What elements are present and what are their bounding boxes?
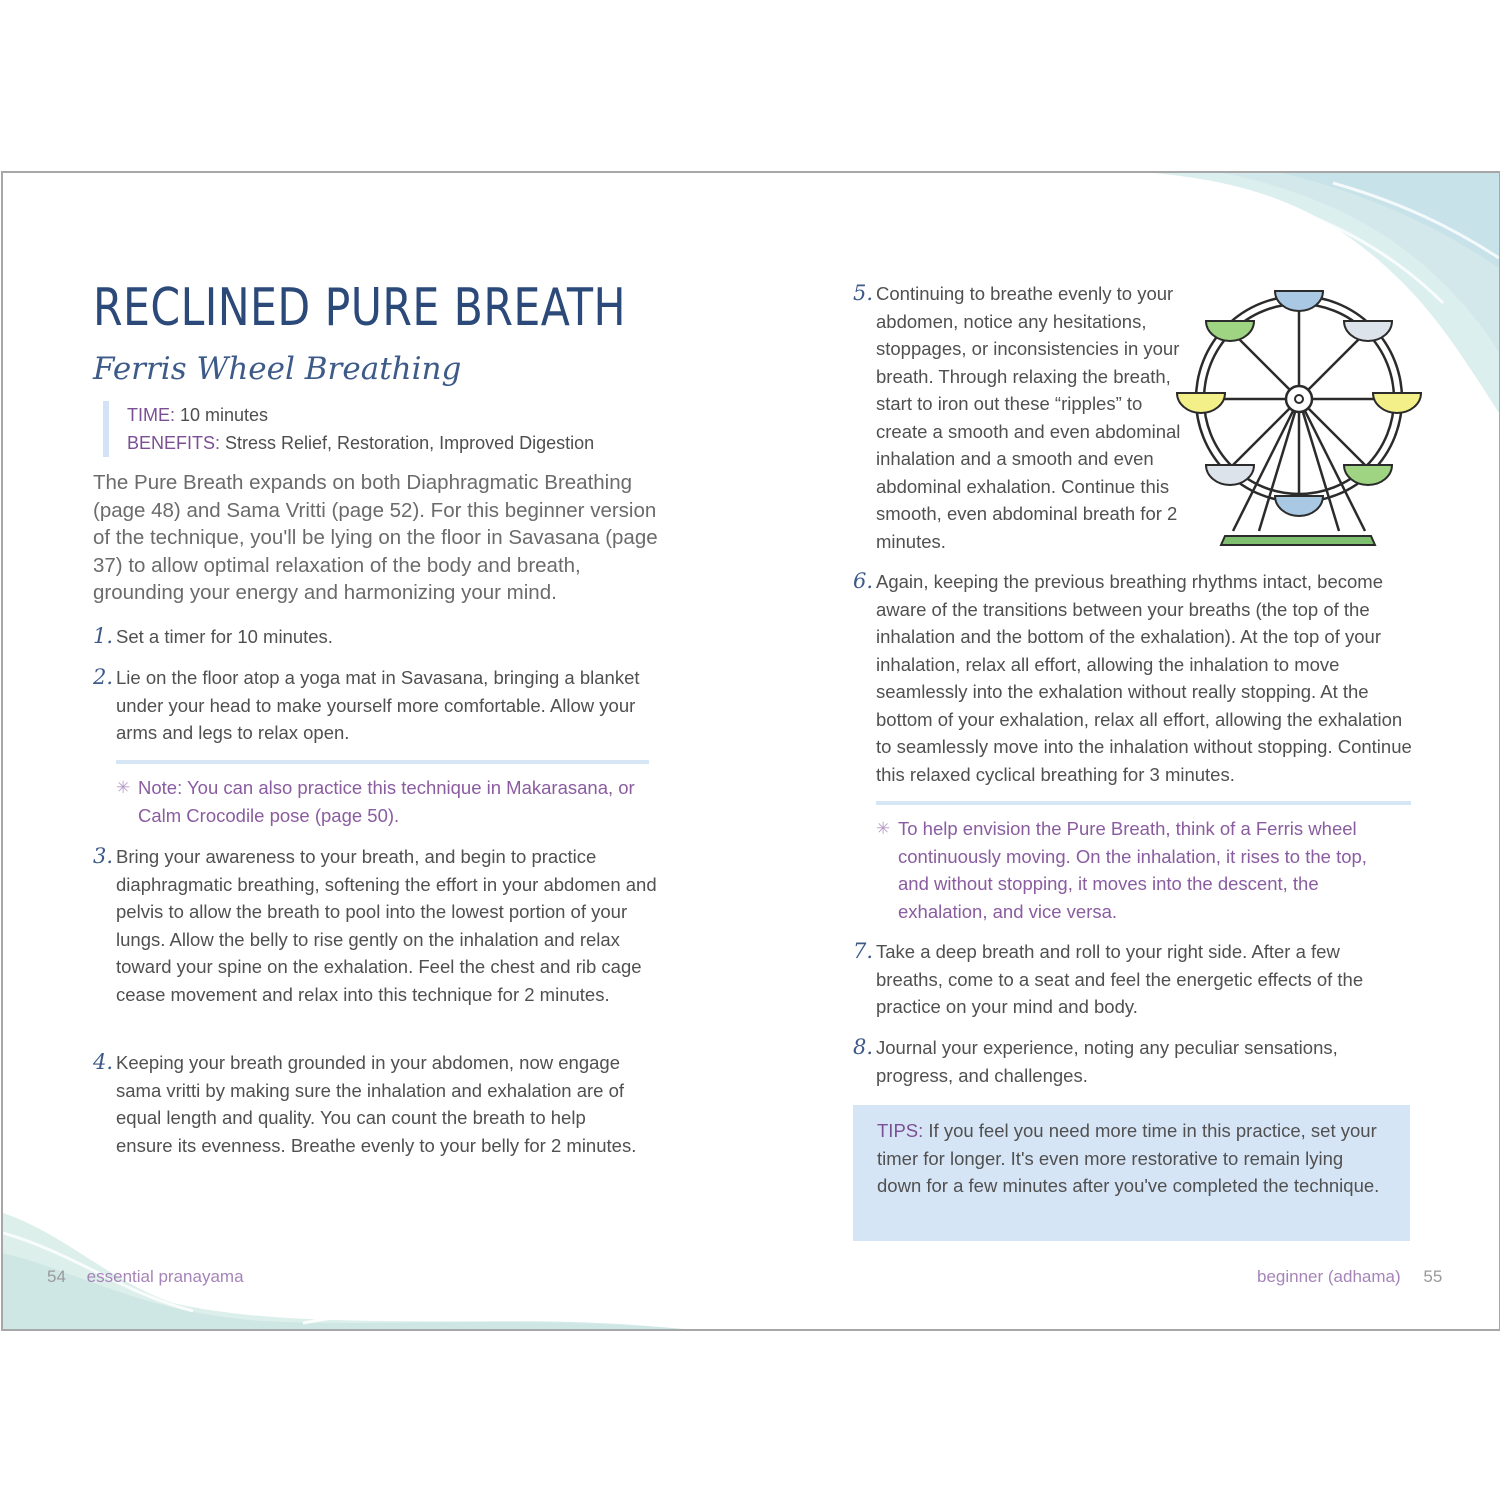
- bottom-left-wave-decoration: [3, 1193, 683, 1329]
- intro-paragraph: The Pure Breath expands on both Diaphragmatic Breathing (page 48) and Sama Vritti (page 52). For this beginner version of the technique, you'll be lying on the floor in Savasana (page 37) to allow optimal relaxation of the body and breath, grounding your energy and harmonizing your mind.: [93, 471, 658, 604]
- right-page-number: 55: [1423, 1267, 1443, 1286]
- ferris-wheel-illustration: [1163, 281, 1435, 551]
- benefits-value: Stress Relief, Restoration, Improved Digestion: [220, 433, 595, 453]
- step-number: 3.: [93, 844, 114, 868]
- step-number: 2.: [93, 665, 114, 689]
- left-running-title: essential pranayama: [86, 1267, 244, 1286]
- step-text: Keeping your breath grounded in your abdomen, now engage sama vritti by making sure the inhalation and exhalation are of equal length and quality. You can count the breath to help ensure its evenness. Breathe evenly to your belly for 2 minutes.: [116, 1052, 637, 1156]
- step-6: [853, 568, 1413, 788]
- tips-box: [853, 1105, 1410, 1241]
- benefits-line: [127, 429, 687, 457]
- step-number: 1.: [93, 624, 114, 648]
- time-label: TIME:: [127, 405, 175, 425]
- asterisk-icon: ✳: [876, 819, 891, 838]
- practice-meta: [103, 401, 687, 457]
- note-divider: [876, 801, 1411, 805]
- step-text: Bring your awareness to your breath, and begin to practice diaphragmatic breathing, softening the effort in your abdomen and pelvis to allow the breath to pool into the lowest portion of your lungs. Allow the belly to rise gently on the inhalation and relax toward your spine on the exhalation. Feel the chest and rib cage cease movement and relax into this technique for 2 minutes.: [116, 846, 657, 1005]
- step-number: 6.: [853, 569, 874, 593]
- left-folio: [47, 1267, 244, 1287]
- time-value: 10 minutes: [175, 405, 269, 425]
- page-title: RECLINED PURE BREATH: [93, 278, 626, 338]
- step-number: 7.: [853, 939, 874, 963]
- step-3: [93, 843, 659, 1008]
- step-number: 8.: [853, 1035, 874, 1059]
- step-8: [853, 1034, 1398, 1089]
- note-text: To help envision the Pure Breath, think of a Ferris wheel continuously moving. On the inhalation, it rises to the top, and without stopping, it moves into the descent, the exhalation, and vice versa.: [898, 818, 1367, 922]
- step-2: [93, 664, 653, 747]
- step-number: 4.: [93, 1050, 114, 1074]
- step-text: Again, keeping the previous breathing rhythms intact, become aware of the transitions between your breaths (the top of the inhalation and the bottom of the exhalation). At the top of your inhalation, relax all effort, allowing the inhalation to move seamlessly into the exhalation without really stopping. At the bottom of your exhalation, relax all effort, allowing the exhalation to seamlessly move into the inhalation without stopping. Continue this relaxed cyclical breathing for 3 minutes.: [876, 571, 1412, 785]
- step-text: Lie on the floor atop a yoga mat in Savasana, bringing a blanket under your head to make yourself more comfortable. Allow your arms and legs to relax open.: [116, 667, 640, 743]
- book-spread: [1, 171, 1500, 1331]
- note-callout: [116, 774, 646, 829]
- ferris-wheel-note: [876, 815, 1386, 925]
- tips-text: If you feel you need more time in this practice, set your timer for longer. It's even more restorative to remain lying down for a few minutes after you've completed the technique.: [877, 1120, 1380, 1196]
- left-page-number: 54: [47, 1267, 66, 1286]
- step-1: [93, 623, 653, 651]
- step-4: [93, 1049, 645, 1159]
- step-7: [853, 938, 1398, 1021]
- note-text: Note: You can also practice this technique in Makarasana, or Calm Crocodile pose (page 50).: [138, 777, 635, 826]
- asterisk-icon: ✳: [116, 778, 131, 797]
- time-line: [127, 401, 687, 429]
- step-text: Journal your experience, noting any peculiar sensations, progress, and challenges.: [876, 1037, 1338, 1086]
- note-divider: [116, 760, 649, 764]
- step-5: [853, 280, 1193, 555]
- page-subtitle: Ferris Wheel Breathing: [93, 351, 462, 387]
- right-running-title: beginner (adhama): [1257, 1267, 1401, 1286]
- step-text: Continuing to breathe evenly to your abdomen, notice any hesitations, stoppages, or inconsistencies in your breath. Through relaxing the breath, start to iron out these “ripples” to create a smooth and even abdominal inhalation and a smooth and even abdominal exhalation. Continue this smooth, even abdominal breath for 2 minutes.: [876, 283, 1181, 552]
- benefits-label: BENEFITS:: [127, 433, 221, 453]
- tips-label: TIPS:: [877, 1120, 924, 1141]
- step-text: Set a timer for 10 minutes.: [116, 626, 333, 647]
- step-number: 5.: [853, 281, 874, 305]
- step-text: Take a deep breath and roll to your right side. After a few breaths, come to a seat and feel the energetic effects of the practice on your mind and body.: [876, 941, 1364, 1017]
- right-folio: [1257, 1267, 1442, 1287]
